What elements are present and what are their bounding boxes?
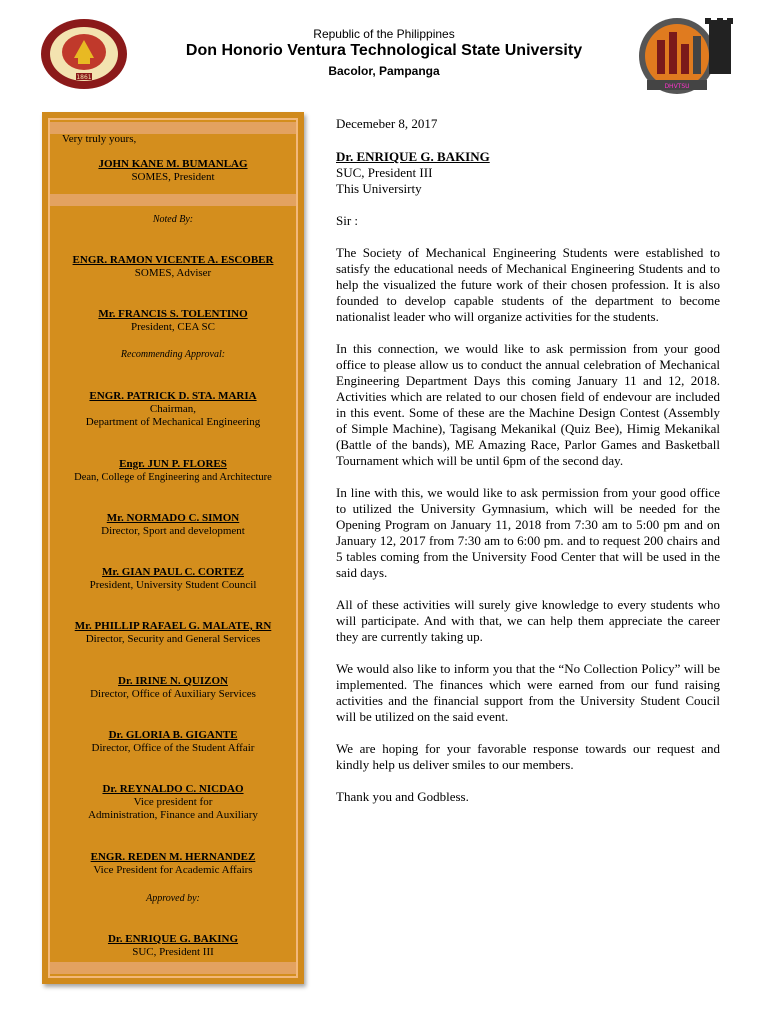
paragraph: All of these activities will surely give knowledge to every students who will participate. And with that, we can help them appreciate the career they are currently taking up.: [336, 597, 720, 644]
signatory-block: [42, 458, 304, 484]
signatory-title: Administration, Finance and Auxiliary: [88, 809, 258, 821]
signatory-name: ENGR. REDEN M. HERNANDEZ: [90, 851, 256, 863]
svg-text:DHVTSU: DHVTSU: [664, 83, 690, 90]
republic-line: Republic of the Philippines: [313, 27, 455, 41]
letter-date: Decemeber 8, 2017: [336, 116, 438, 131]
signatory-title: President, CEA SC: [130, 321, 216, 333]
signatory-title: Director, Sport and development: [101, 525, 245, 537]
signatory-title: Dean, College of Engineering and Architecture: [74, 472, 272, 483]
signatory-name: Mr. PHILLIP RAFAEL G. MALATE, RN: [74, 620, 272, 632]
signatory-name: ENGR. RAMON VICENTE A. ESCOBER: [72, 254, 274, 266]
signatory-name: Dr. REYNALDO C. NICDAO: [102, 783, 244, 795]
department-gear-logo: [627, 14, 737, 100]
signatory-title: Chairman,: [149, 403, 197, 415]
paragraph: We are hoping for your favorable response towards our request and kindly help us deliver smiles to our members.: [336, 741, 720, 772]
signatory-name: Mr. GIAN PAUL C. CORTEZ: [101, 566, 244, 578]
signatory-title: Director, Office of the Student Affair: [91, 742, 255, 754]
signatory-title: Director, Security and General Services: [85, 633, 261, 645]
sidebar-stripe: [50, 962, 296, 974]
signatory-block: [42, 729, 304, 755]
signatory-block: [42, 566, 304, 592]
approved-by-label: Approved by:: [146, 893, 200, 904]
paragraph: In line with this, we would like to ask permission from your good office to utilized the University Gymnasium, which will be needed for the Opening Program on January 11, 2018 from 7:30 am to 5:00 pm and on January 12, 2017 from 7:30 am to 6:00 pm. and to request 200 chairs and 5 tables coming from the University Food Center that will be used in the said days.: [336, 485, 720, 580]
signatory-block: [42, 512, 304, 538]
signatory-name: JOHN KANE M. BUMANLAG: [98, 158, 248, 170]
paragraph: We would also like to inform you that the “No Collection Policy” will be implemented. The finances which were earned from our fund raising activities and the financial support from the University Student Coucil will be utilized on the said event.: [336, 661, 720, 724]
svg-text:1861: 1861: [76, 74, 92, 81]
recipient-title: SUC, President III: [336, 165, 433, 180]
university-name: Don Honorio Ventura Technological State University: [185, 42, 583, 59]
noted-by-label: Noted By:: [152, 214, 194, 225]
signatory-block: [42, 620, 304, 646]
university-location: Bacolor, Pampanga: [328, 64, 440, 78]
sidebar-closing: Very truly yours,: [62, 133, 137, 145]
signatory-title: Department of Mechanical Engineering: [85, 416, 261, 428]
recommending-label: Recommending Approval:: [120, 349, 226, 360]
recipient-name: Dr. ENRIQUE G. BAKING: [336, 149, 490, 164]
signatory-name: Dr. IRINE N. QUIZON: [118, 675, 228, 687]
signatory-title: SOMES, President: [131, 171, 215, 183]
signatory-title: SOMES, Adviser: [134, 267, 212, 279]
signatory-block: [42, 851, 304, 877]
signatory-block: [42, 933, 304, 959]
letter-body: [336, 116, 720, 805]
signatory-name: Engr. JUN P. FLORES: [119, 458, 227, 470]
sidebar-frame: [48, 118, 298, 978]
signatory-title: SUC, President III: [132, 946, 214, 958]
signatory-block: [42, 783, 304, 822]
signatory-name: Mr. FRANCIS S. TOLENTINO: [98, 308, 248, 320]
signatory-name: ENGR. PATRICK D. STA. MARIA: [89, 390, 257, 402]
signatory-title: Vice President for Academic Affairs: [93, 864, 253, 876]
signatory-title: Vice president for: [133, 796, 213, 808]
letter-closing: Thank you and Godbless.: [336, 789, 469, 804]
salutation: Sir :: [336, 213, 359, 228]
sidebar-stripe: [50, 194, 296, 206]
signatory-block: [42, 675, 304, 701]
signatory-block: [42, 158, 304, 184]
signatory-block: [42, 308, 304, 334]
paragraph: The Society of Mechanical Engineering Students were established to satisfy the educational needs of Mechanical Engineering Students and to help the visualized the future work of their chosen profession. It is also founded to develop capable students of the department to become nationalist leader who will organize activities for the students.: [336, 245, 720, 324]
paragraph: In this connection, we would like to ask permission from your good office to please allow us to conduct the annual celebration of Mechanical Engineering Department Days this coming January 11 and 12, 2018. Activities which are related to our chosen field of endevour are included in this event. Some of these are the Machine Design Contest (Assembly of Simple Machine), Tagisang Mekanikal (Quiz Bee), Himig Mekanikal (Battle of the bands), ME Amazing Race, Parlor Games and Basketball Tournament which will be until 6pm of the second day.: [336, 341, 720, 468]
signatory-name: Dr. ENRIQUE G. BAKING: [107, 933, 239, 945]
signatory-name: Mr. NORMADO C. SIMON: [106, 512, 240, 524]
signatory-block: [42, 390, 304, 429]
signatory-title: Director, Office of Auxiliary Services: [90, 688, 256, 700]
signatory-block: [42, 254, 304, 280]
letterhead: [0, 0, 768, 108]
signatory-title: President, University Student Council: [89, 579, 257, 591]
signatory-name: Dr. GLORIA B. GIGANTE: [108, 729, 238, 741]
recipient-org: This Universirty: [336, 181, 422, 196]
